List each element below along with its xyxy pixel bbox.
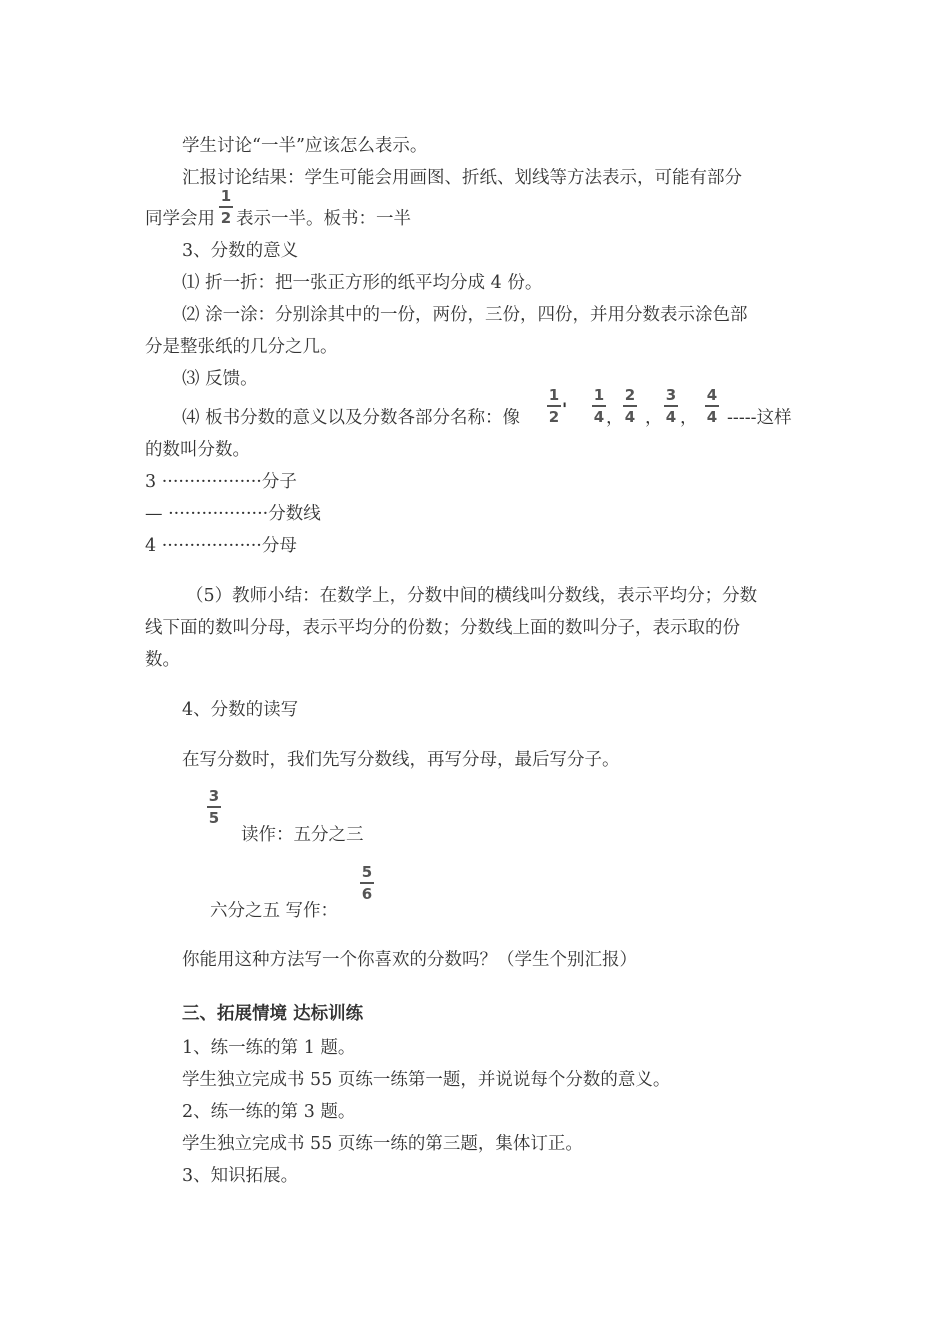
fraction-1-4: 1 4: [593, 386, 605, 426]
separator-comma: ，: [606, 408, 624, 428]
paragraph-line: ⑴ 折一折：把一张正方形的纸平均分成 4 份。: [182, 273, 543, 293]
paragraph-line: 读作：五分之三: [241, 825, 364, 845]
section-heading: 3、分数的意义: [182, 241, 299, 261]
fraction-one-half: 1 2: [220, 187, 232, 227]
fraction-3-4: 3 4: [665, 386, 677, 426]
paragraph-line: （5）教师小结：在数学上，分数中间的横线叫分数线，表示平均分；分数: [186, 586, 758, 606]
fraction-1-2: 1 2: [548, 386, 560, 426]
fraction-2-4: 2 4: [624, 386, 636, 426]
paragraph-line: ⑵ 涂一涂：分别涂其中的一份，两份，三份，四份，并用分数表示涂色部: [182, 305, 748, 325]
paragraph-line: 2、练一练的第 3 题。: [182, 1102, 356, 1122]
paragraph-line: 学生独立完成书 55 页练一练的第三题，集体订正。: [182, 1134, 583, 1154]
comma-mark: ': [562, 400, 568, 420]
paragraph-line: 线下面的数叫分母，表示平均分的份数；分数线上面的数叫分子，表示取的份: [145, 618, 740, 638]
paragraph-line: 汇报讨论结果：学生可能会用画图、折纸、划线等方法表示，可能有部分: [182, 168, 742, 188]
paragraph-line: 你能用这种方法写一个你喜欢的分数吗？（学生个别汇报）: [182, 950, 637, 970]
paragraph-line: 的数叫分数。: [145, 440, 250, 460]
paragraph-line: 表示一半。板书：一半: [236, 209, 411, 229]
fraction-part-label: — ··················分数线: [145, 504, 321, 524]
paragraph-line: 1、练一练的第 1 题。: [182, 1038, 356, 1058]
paragraph-line: 学生独立完成书 55 页练一练第一题，并说说每个分数的意义。: [182, 1070, 671, 1090]
paragraph-line: ⑷ 板书分数的意义以及分数各部分名称：像: [182, 408, 521, 428]
paragraph-line: 在写分数时，我们先写分数线，再写分母，最后写分子。: [182, 750, 620, 770]
paragraph-line: 学生讨论“一半”应该怎么表示。: [182, 136, 428, 156]
separator-comma: ，: [645, 408, 663, 428]
paragraph-line: 六分之五 写作：: [210, 901, 339, 921]
paragraph-line: 数。: [145, 650, 180, 670]
paragraph-line: 同学会用: [145, 209, 215, 229]
paragraph-line: 3、知识拓展。: [182, 1166, 299, 1186]
fraction-4-4: 4 4: [706, 386, 718, 426]
paragraph-line: 分是整张纸的几分之几。: [145, 337, 338, 357]
paragraph-line: -----这样: [727, 408, 792, 428]
fraction-3-5: 3 5: [208, 787, 220, 827]
fraction-part-label: 3 ··················分子: [145, 472, 297, 492]
fraction-5-6: 5 6: [361, 863, 373, 903]
section-heading: 4、分数的读写: [182, 700, 299, 720]
paragraph-line: ⑶ 反馈。: [182, 369, 258, 389]
section-heading-bold: 三、拓展情境 达标训练: [182, 1004, 364, 1024]
separator-comma: ，: [680, 408, 698, 428]
fraction-part-label: 4 ··················分母: [145, 536, 297, 556]
